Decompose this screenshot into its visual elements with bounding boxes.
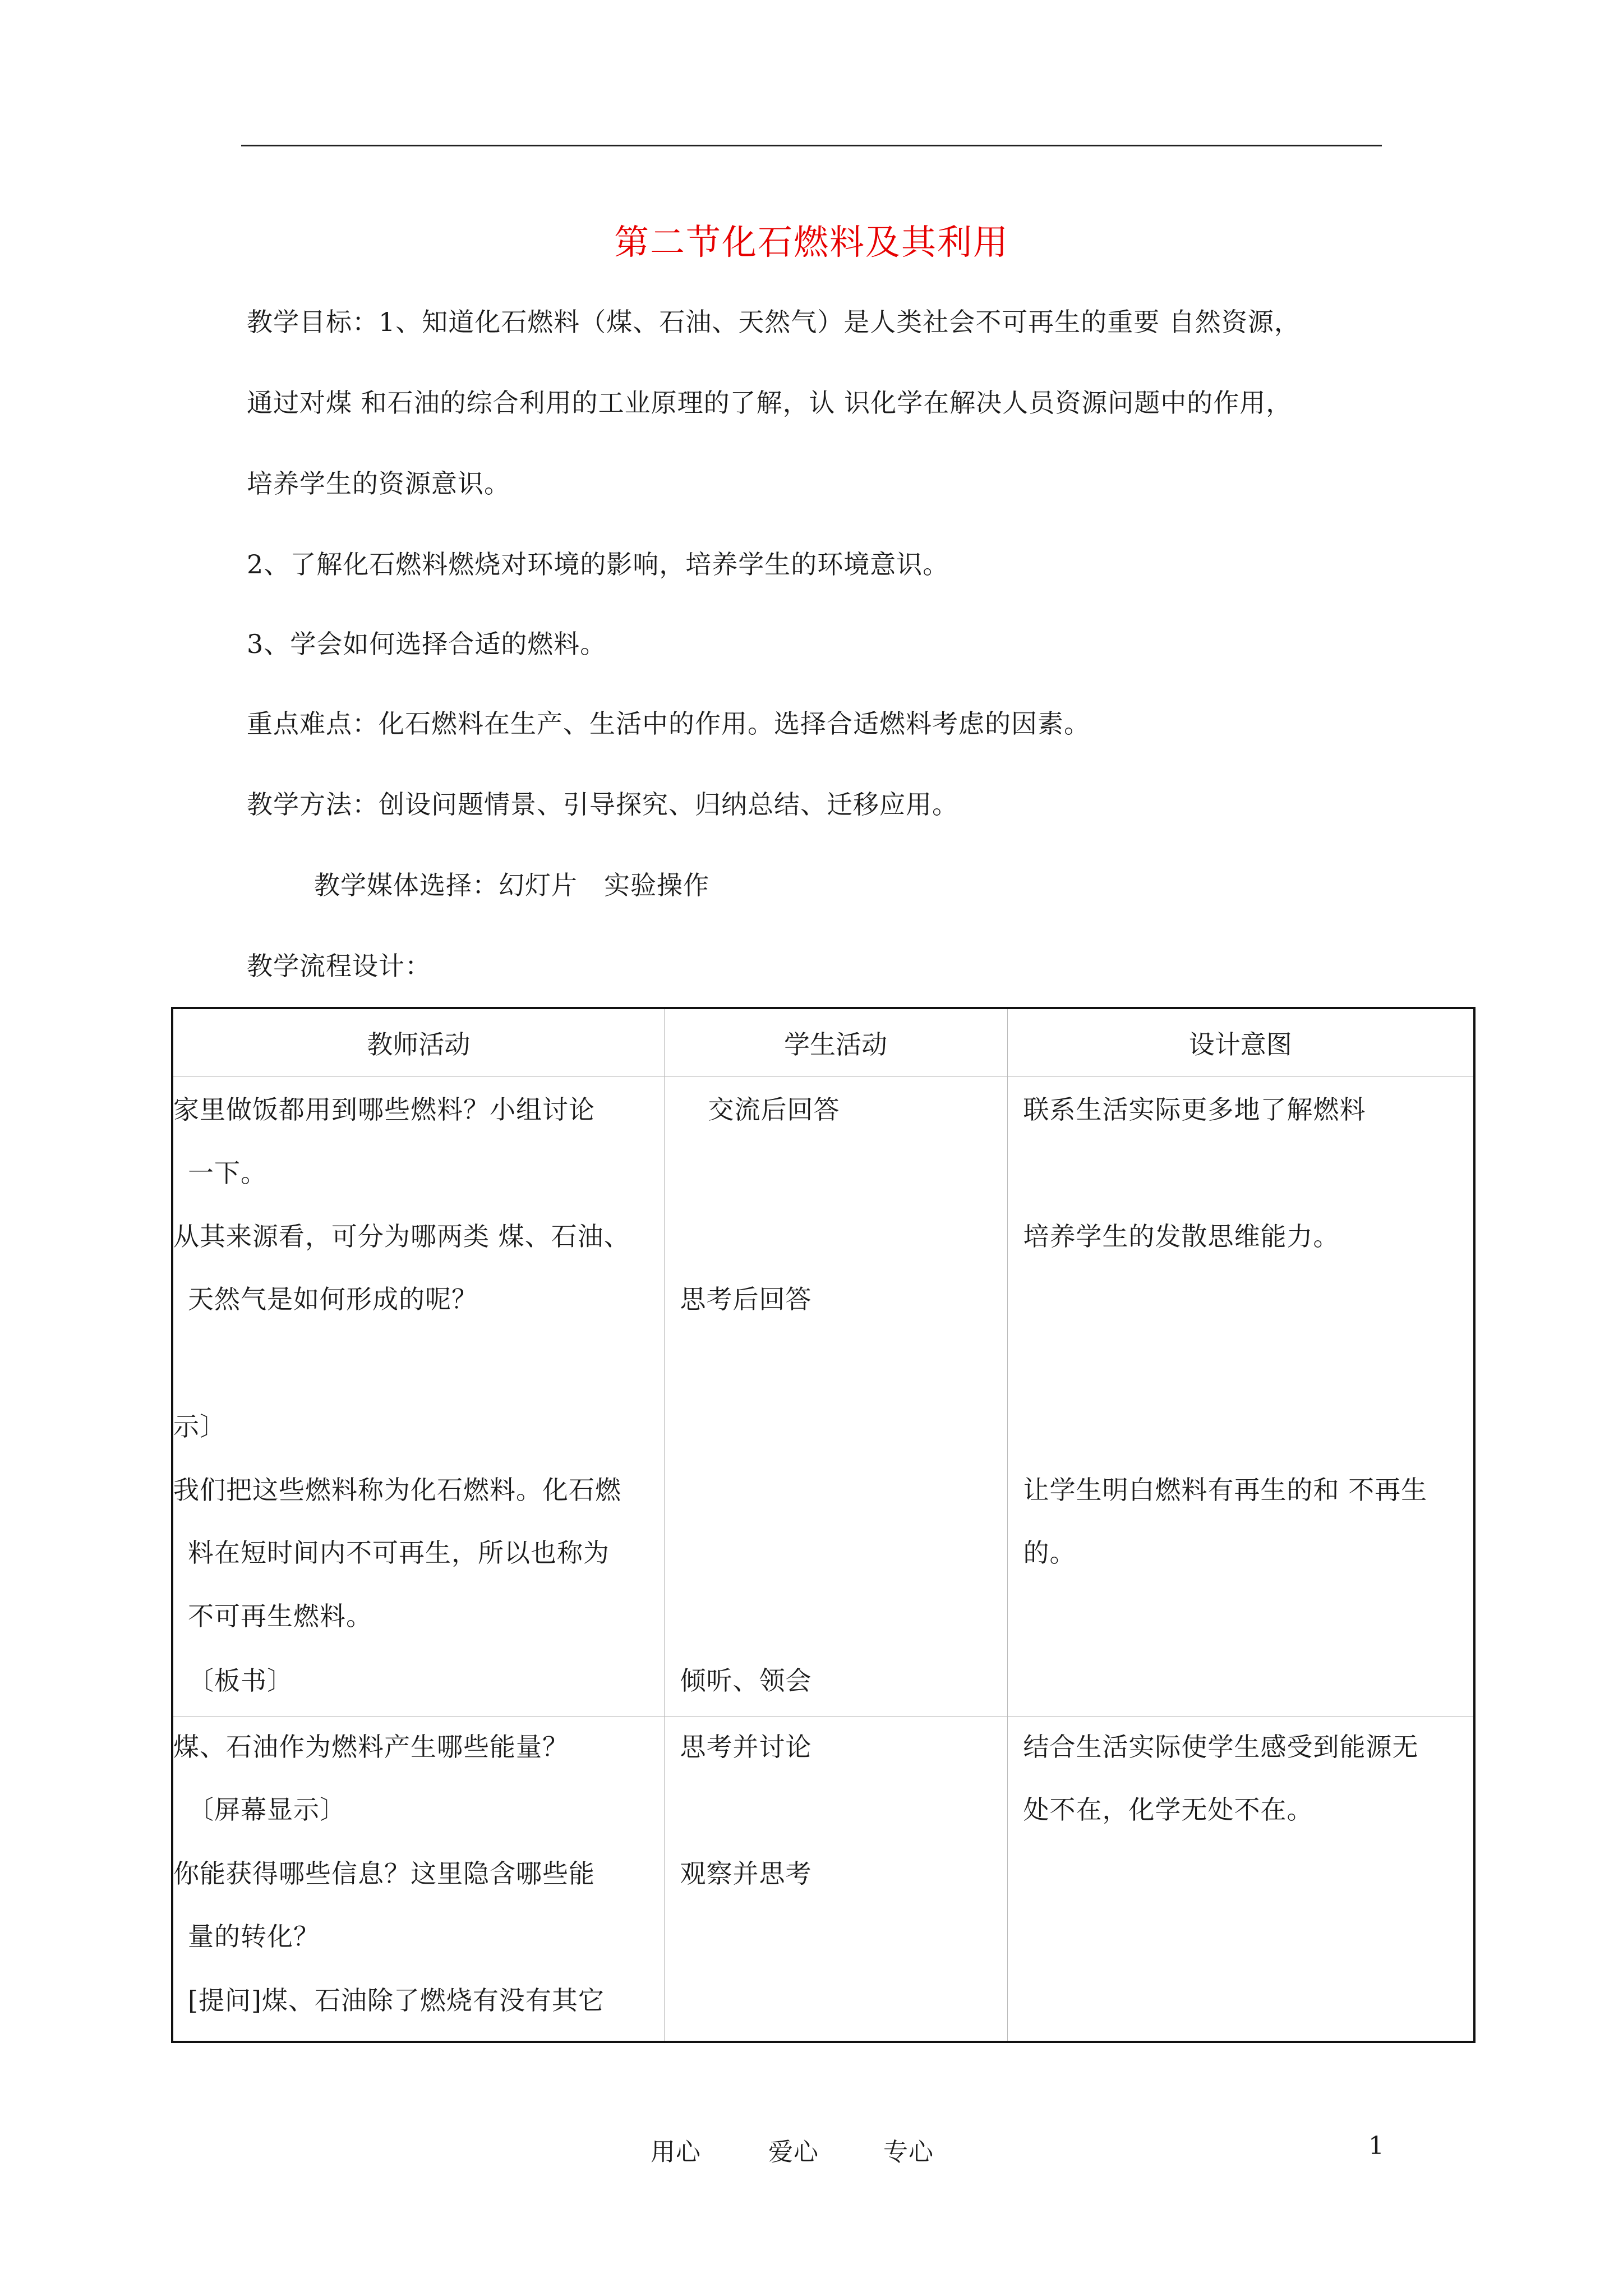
teacher-line: 示〕 — [173, 1411, 226, 1442]
teacher-line: 煤、石油作为燃料产生哪些能量？ — [173, 1732, 569, 1762]
goal-3: 3、学会如何选择合适的燃料。 — [247, 629, 607, 659]
intent-line: 处不在，化学无处不在。 — [1023, 1795, 1313, 1825]
teacher-line: 天然气是如何形成的呢？ — [188, 1284, 478, 1314]
teacher-cell — [172, 1077, 664, 1717]
intent-cell — [1007, 1077, 1474, 1717]
teacher-line: [提问]煤、石油除了燃烧有没有其它 — [188, 1985, 605, 2016]
goal-2: 2、了解化石燃料燃烧对环境的影响，培养学生的环境意识。 — [247, 549, 949, 579]
student-cell — [664, 1717, 1007, 2042]
intent-line: 结合生活实际使学生感受到能源无 — [1023, 1732, 1419, 1762]
footer-motto-2: 爱心 — [768, 2138, 819, 2166]
intent-line: 联系生活实际更多地了解燃料 — [1023, 1094, 1366, 1125]
intent-line: 让学生明白燃料有再生的和 不再生 — [1023, 1475, 1428, 1505]
teacher-line: 我们把这些燃料称为化石燃料。化石燃 — [173, 1475, 621, 1505]
page-number: 1 — [1368, 2132, 1385, 2160]
header-student-activity: 学生活动 — [664, 1008, 1007, 1077]
key-points: 重点难点：化石燃料在生产、生活中的作用。选择合适燃料考虑的因素。 — [247, 708, 1090, 739]
teaching-flow-table — [171, 1007, 1476, 2043]
header-design-intent: 设计意图 — [1007, 1008, 1474, 1077]
footer-motto-3: 专心 — [883, 2138, 934, 2166]
student-line: 交流后回答 — [708, 1094, 840, 1125]
teacher-line: 不可再生燃料。 — [188, 1601, 372, 1631]
table-row — [172, 1077, 1474, 1717]
teacher-cell — [172, 1717, 664, 2042]
teacher-line: 从其来源看，可分为哪两类 煤、石油、 — [173, 1221, 630, 1251]
teaching-methods: 教学方法：创设问题情景、引导探究、归纳总结、迁移应用。 — [247, 789, 958, 820]
intent-line: 培养学生的发散思维能力。 — [1023, 1221, 1340, 1251]
intent-line: 的。 — [1023, 1538, 1076, 1568]
goal-line-3: 培养学生的资源意识。 — [247, 468, 510, 499]
student-cell — [664, 1077, 1007, 1717]
goal-line-1: 教学目标：1、知道化石燃料（煤、石油、天然气）是人类社会不可再生的重要 自然资源， — [247, 307, 1301, 337]
teaching-media: 教学媒体选择：幻灯片 实验操作 — [314, 870, 709, 900]
student-line: 倾听、领会 — [680, 1665, 812, 1696]
teacher-line: 〔板书〕 — [188, 1665, 293, 1696]
teacher-line: 〔屏幕显示〕 — [188, 1795, 346, 1825]
teacher-line: 料在短时间内不可再生，所以也称为 — [188, 1538, 610, 1568]
table-row — [172, 1717, 1474, 2042]
document-title: 第二节化石燃料及其利用 — [614, 222, 1009, 263]
student-line: 思考并讨论 — [680, 1732, 812, 1762]
teacher-line: 家里做饭都用到哪些燃料？小组讨论 — [173, 1094, 595, 1125]
goal-line-2: 通过对煤 和石油的综合利用的工业原理的了解，认 识化学在解决人员资源问题中的作用， — [247, 388, 1293, 418]
intent-cell — [1007, 1717, 1474, 2042]
student-line: 思考后回答 — [680, 1284, 812, 1314]
header-teacher-activity: 教师活动 — [172, 1008, 664, 1077]
student-line: 观察并思考 — [680, 1858, 812, 1889]
teacher-line: 你能获得哪些信息？这里隐含哪些能 — [173, 1858, 595, 1889]
teacher-line: 一下。 — [188, 1158, 267, 1188]
header-rule — [241, 145, 1382, 146]
footer-motto-1: 用心 — [651, 2138, 701, 2166]
flow-title: 教学流程设计： — [247, 951, 431, 981]
table-header-row — [172, 1008, 1474, 1077]
teacher-line: 量的转化？ — [188, 1921, 320, 1952]
